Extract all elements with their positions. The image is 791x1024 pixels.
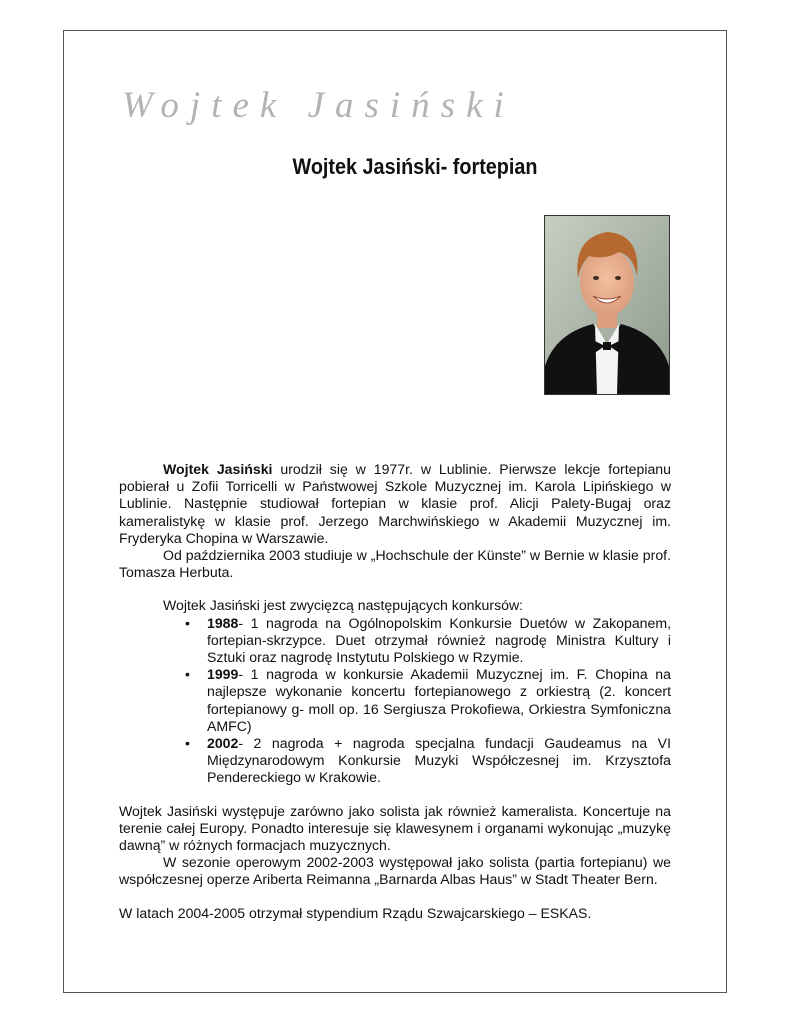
bio-paragraph-4: W sezonie operowym 2002-2003 występował jako solista (partia fortepianu) we współczesnej operze Ariberta Reimanna „Barnarda Albas Haus” w Stadt Theater Bern. — [119, 854, 671, 888]
bio-paragraph-2: Od października 2003 studiuje w „Hochschule der Künste” w Bernie w klasie prof. Tomasza Herbuta. — [119, 547, 671, 581]
list-item — [119, 735, 671, 787]
bio-paragraph-5: W latach 2004-2005 otrzymał stypendium Rządu Szwajcarskiego – ESKAS. — [119, 904, 592, 921]
competition-text: - 1 nagroda na Ogólnopolskim Konkursie Duetów w Zakopanem, fortepian-skrzypce. Duet otrzymał również nagrodę Ministra Kultury i Sztuki oraz nagrodę Instytutu Polskiego w Rzymie. — [207, 614, 671, 666]
biography — [119, 461, 671, 922]
competition-year: 1999 — [207, 666, 239, 683]
bullet-icon: • — [185, 614, 190, 631]
list-item — [119, 666, 671, 735]
bullet-icon: • — [185, 735, 190, 752]
competition-text: - 1 nagroda w konkursie Akademii Muzycznej im. F. Chopina na najlepsze wykonanie koncertu fortepianowego z orkiestrą (2. koncert fortepianowy g- moll op. 16 Sergiusza Prokofiewa, Orkiestra Symfoniczna AMFC) — [207, 666, 671, 734]
competition-year: 2002 — [207, 735, 239, 752]
competitions-intro: Wojtek Jasiński jest zwycięzcą następujących konkursów: — [163, 597, 524, 614]
list-item — [119, 615, 671, 667]
document-title: Wojtek Jasiński- fortepian — [292, 154, 538, 179]
bio-paragraph-1 — [119, 461, 671, 547]
bullet-icon: • — [185, 666, 190, 683]
bio-paragraph-3: Wojtek Jasiński występuje zarówno jako solista jak również kameralista. Koncertuje na terenie całej Europy. Ponadto interesuje się klawesynem i organami wykonując „muzykę dawną” w różnych formacjach muzycznych. — [119, 802, 671, 854]
competition-year: 1988 — [207, 614, 239, 631]
bio-paragraph-1-text: urodził się w 1977r. w Lublinie. Pierwsze lekcje fortepianu pobierał u Zofii Torricelli w Państwowej Szkole Muzycznej im. Karola Lipińskiego w Lublinie. Następnie studiował fortepian w klasie prof. Alicji Palety-Bugaj oraz kameralistykę w klasie prof. Jerzego Marchwińskiego w Akademii Muzycznej im. Fryderyka Chopina w Warszawie. — [119, 461, 671, 546]
portrait-photo — [544, 215, 670, 395]
header-name: Wojtek Jasiński — [122, 85, 515, 126]
competition-text: - 2 nagroda + nagroda specjalna fundacji Gaudeamus na VI Międzynarodowym Konkursie Muzyki Współczesnej im. Krzysztofa Pendereckiego w Krakowie. — [207, 735, 671, 786]
competitions-list — [119, 615, 671, 787]
bio-name: Wojtek Jasiński — [163, 461, 273, 477]
